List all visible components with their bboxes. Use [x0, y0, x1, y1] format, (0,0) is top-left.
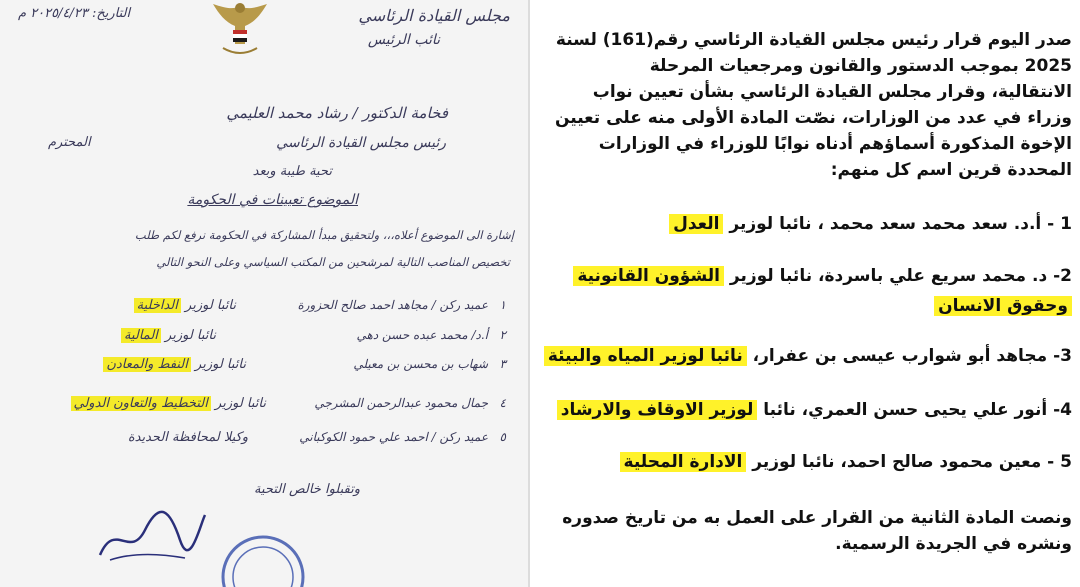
nominee-post: نائبا لوزير المالية [121, 328, 216, 343]
appointee-line: 2- د. محمد سريع علي باسردة، نائبا لوزير الشؤون القانونية [573, 266, 1072, 286]
nominee-number: ٣ [499, 357, 506, 371]
decision-paragraph-line: 2025 بموجب الدستور والقانون ومرجعيات المرحلة [649, 56, 1072, 76]
appointee-line: 5 - معين محمود صالح احمد، نائبا لوزير الادارة المحلية [620, 452, 1072, 472]
letter-body-line1: إشارة الى الموضوع أعلاه،،، ولتحقيق مبدأ المشاركة في الحكومة نرفع لكم طلب [134, 228, 514, 242]
nominee-number: ٤ [499, 396, 506, 410]
decision-paragraph-line: ونشره في الجريدة الرسمية. [835, 534, 1072, 554]
nominee-post: نائبا لوزير التخطيط والتعاون الدولي [71, 396, 267, 411]
decision-paragraph-line: صدر اليوم قرار رئيس مجلس القيادة الرئاسي رقم(161) لسنة [555, 30, 1072, 50]
decision-paragraph-line: الإخوة المذكورة أسماؤهم أدناه نوابًا للوزراء في الوزارات [598, 134, 1072, 154]
appointee-line: وحقوق الانسان [934, 296, 1072, 316]
eagle-emblem-icon [205, 0, 275, 62]
nominee-name: عميد ركن / احمد علي حمود الكوكباني [299, 430, 488, 444]
appointee-line: 3- مجاهد أبو شوارب عيسى بن عفرار، نائبا لوزير المياه والبيئة [544, 346, 1072, 366]
decision-paragraph-line: ونصت المادة الثانية من القرار على العمل به من تاريخ صدوره [562, 508, 1072, 528]
letter-header-org: مجلس القيادة الرئاسي [358, 6, 510, 25]
appointee-line: 4- أنور علي يحيى حسن العمري، نائبا لوزير الاوقاف والارشاد [557, 400, 1072, 420]
letter-greeting: تحية طيبة وبعد [252, 164, 332, 179]
scanned-letter [0, 0, 530, 587]
nominee-post: نائبا لوزير النفط والمعادن [103, 357, 246, 372]
letter-header-sub: نائب الرئيس [367, 32, 440, 48]
nominee-name: أ.د/ محمد عبده حسن دهي [356, 328, 488, 342]
decision-paragraph-line: المحددة قرين اسم كل منهم: [830, 160, 1072, 180]
nominee-number: ٥ [499, 430, 506, 444]
letter-body-line2: تخصيص المناصب التالية لمرشحين من المكتب السياسي وعلى النحو التالي [156, 255, 510, 269]
nominee-name: شهاب بن محسن بن معيلي [353, 357, 488, 371]
nominee-number: ١ [499, 298, 506, 312]
nominee-number: ٢ [499, 328, 506, 342]
nominee-name: عميد ركن / مجاهد احمد صالح الحزورة [297, 298, 488, 312]
nominee-name: جمال محمود عبدالرحمن المشرجي [314, 396, 488, 410]
letter-subject: الموضوع تعيينات في الحكومة [187, 192, 358, 208]
nominee-post: نائبا لوزير الداخلية [134, 298, 236, 313]
decision-paragraph-line: الانتقالية، وقرار مجلس القيادة الرئاسي بشأن تعيين نواب [592, 82, 1072, 102]
letter-recipient: فخامة الدكتور / رشاد محمد العليمي [226, 104, 448, 122]
decision-paragraph-line: وزراء في عدد من الوزارات، نصّت المادة الأولى منه على تعيين [555, 108, 1072, 128]
decision-text [540, 0, 1080, 587]
letter-honorific: المحترم [48, 135, 91, 150]
handwritten-signature [90, 500, 210, 570]
letter-date: التاريخ: ٢٠٢٥/٤/٢٣ م [18, 6, 131, 21]
appointee-line: 1 - أ.د. سعد محمد سعد محمد ، نائبا لوزير العدل [669, 214, 1072, 234]
letter-closing: وتقبلوا خالص التحية [254, 482, 360, 497]
official-stamp [218, 532, 308, 587]
nominee-post: وكيلا لمحافظة الحديدة [127, 430, 248, 445]
letter-recipient-title: رئيس مجلس القيادة الرئاسي [276, 135, 446, 151]
